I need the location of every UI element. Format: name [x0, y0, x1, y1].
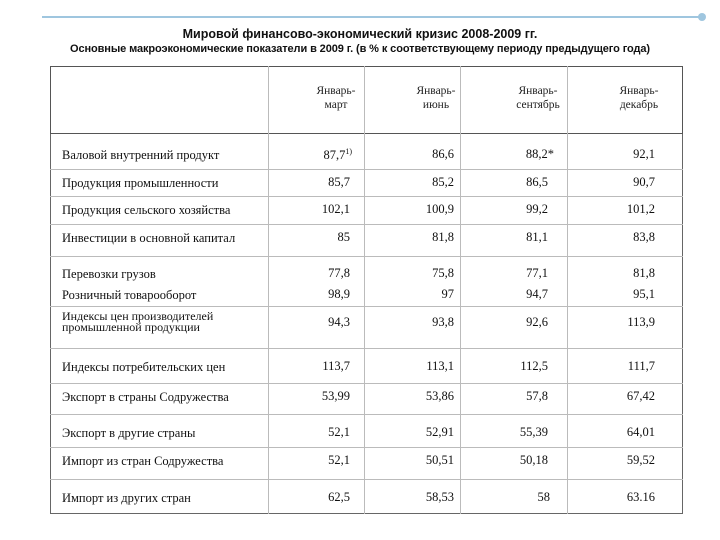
- table-cell: 55,39: [519, 425, 548, 439]
- table-cell: 85,7: [328, 175, 350, 189]
- row-divider: [50, 196, 683, 197]
- row-divider: [50, 479, 683, 480]
- row-label: Экспорт в другие страны: [62, 426, 196, 440]
- table-cell: 92,6: [526, 315, 548, 329]
- table-cell: 102,1: [321, 202, 350, 216]
- table-cell: 52,91: [425, 425, 454, 439]
- table-cell: 86,5: [526, 175, 548, 189]
- row-label: Импорт из других стран: [62, 491, 191, 505]
- row-label: Экспорт в страны Содружества: [62, 390, 229, 404]
- column-header-line1: Январь-: [316, 85, 356, 97]
- row-label: Продукция промышленности: [62, 176, 219, 190]
- table-cell: 62,5: [328, 490, 350, 504]
- table-cell: 100,9: [425, 202, 454, 216]
- column-header-line1: Январь-: [416, 85, 456, 97]
- page-title: Мировой финансово-экономический кризис 2008-2009 гг.: [182, 27, 538, 41]
- row-divider: [50, 383, 683, 384]
- row-label: Индексы потребительских цен: [62, 360, 226, 374]
- table-cell: [268, 147, 352, 163]
- table-cell: 67,42: [626, 389, 655, 403]
- table-cell: 50,51: [425, 453, 454, 467]
- table-cell: 98,9: [328, 287, 350, 301]
- row-divider: [50, 169, 683, 170]
- row-label: Розничный товарооборот: [62, 288, 197, 302]
- table-cell: 58: [537, 490, 550, 504]
- table-cell: 93,8: [432, 315, 454, 329]
- table-cell: 111,7: [627, 359, 655, 373]
- row-label-line1: Индексы цен производителей: [62, 309, 214, 323]
- column-header-line1: Январь-: [518, 85, 558, 97]
- column-header: [490, 84, 586, 112]
- table-cell: 92,1: [633, 147, 655, 161]
- table-cell: 113,9: [627, 315, 655, 329]
- column-header-line2: март: [324, 99, 348, 111]
- row-label: Валовой внутренний продукт: [62, 148, 220, 162]
- table-cell: 90,7: [633, 175, 655, 189]
- column-header-line2: декабрь: [619, 99, 659, 111]
- table-cell: 85,2: [432, 175, 454, 189]
- table-cell: 112,5: [520, 359, 548, 373]
- table-cell: 52,1: [328, 425, 350, 439]
- row-label: [62, 311, 213, 333]
- row-label: Перевозки грузов: [62, 267, 156, 281]
- table-cell: 113,1: [426, 359, 454, 373]
- decorative-top-line: [42, 16, 702, 18]
- table-cell: 83,8: [633, 230, 655, 244]
- column-header: [591, 84, 687, 112]
- decorative-dot: [698, 13, 706, 21]
- table-cell: 113,7: [322, 359, 350, 373]
- table-cell: 88,2*: [525, 147, 554, 161]
- table-cell: 85: [337, 230, 350, 244]
- table-cell: 52,1: [328, 453, 350, 467]
- table-cell: 81,1: [526, 230, 548, 244]
- table-cell: 77,8: [328, 266, 350, 280]
- row-label-line2: промышленной продукции: [62, 320, 200, 334]
- table-cell: 58,53: [425, 490, 454, 504]
- column-header-line2: июнь: [422, 99, 450, 111]
- table-cell: 81,8: [633, 266, 655, 280]
- table-cell: 95,1: [633, 287, 655, 301]
- row-divider: [50, 306, 683, 307]
- row-label: Продукция сельского хозяйства: [62, 203, 231, 217]
- column-header: [388, 84, 484, 112]
- column-header: [288, 84, 384, 112]
- table-cell: 57,8: [526, 389, 548, 403]
- table-cell: 59,52: [626, 453, 655, 467]
- row-label: Инвестиции в основной капитал: [62, 231, 236, 245]
- table-cell: 77,1: [526, 266, 548, 280]
- table-cell: 75,8: [432, 266, 454, 280]
- row-divider: [50, 348, 683, 349]
- table-cell: 50,18: [519, 453, 548, 467]
- row-divider: [50, 256, 683, 257]
- footnote-mark: 1): [345, 147, 352, 156]
- table-cell: 81,8: [432, 230, 454, 244]
- table-cell: 53,86: [425, 389, 454, 403]
- column-header-line2: сентябрь: [516, 99, 560, 111]
- table-cell: 99,2: [526, 202, 548, 216]
- page-subtitle: Основные макроэкономические показатели в 2009 г. (в % к соответствующему периоду предыдущего года): [69, 43, 650, 55]
- row-divider: [50, 224, 683, 225]
- row-label: Импорт из стран Содружества: [62, 454, 224, 468]
- row-divider: [50, 414, 683, 415]
- table-cell: 101,2: [626, 202, 655, 216]
- table-cell: 94,3: [328, 315, 350, 329]
- table-cell: 94,7: [526, 287, 548, 301]
- table-cell: 63.16: [626, 490, 655, 504]
- column-header-line1: Январь-: [619, 85, 659, 97]
- table-cell: 97: [441, 287, 454, 301]
- row-divider: [50, 447, 683, 448]
- table-cell: 64,01: [626, 425, 655, 439]
- table-cell: 53,99: [321, 389, 350, 403]
- cell-value: 87,7: [323, 148, 346, 163]
- table-cell: 86,6: [432, 147, 454, 161]
